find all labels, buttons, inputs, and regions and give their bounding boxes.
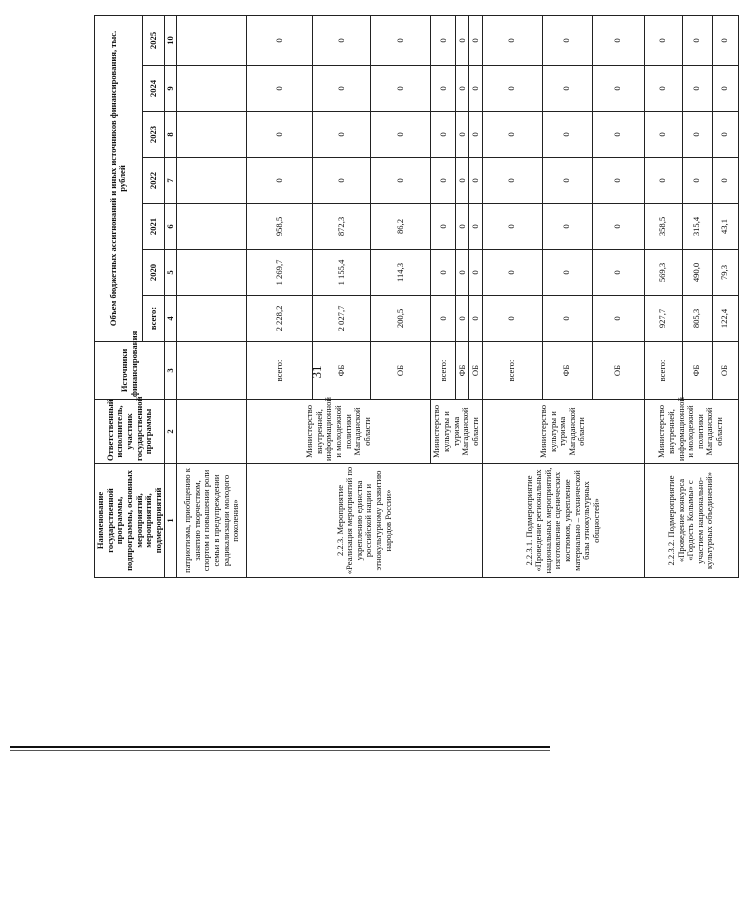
value-cell: 0 bbox=[482, 250, 542, 296]
value-cell: 358,5 bbox=[644, 204, 682, 250]
table-row bbox=[247, 15, 313, 577]
header-year: 2023 bbox=[142, 112, 164, 158]
source-cell: ФБ bbox=[456, 342, 469, 400]
value-cell: 0 bbox=[482, 112, 542, 158]
value-cell: 0 bbox=[456, 112, 469, 158]
row-name: 2.2.3.2. Подмероприятие «Проведение конкурса «Гордость Колымы» с участием национально-культурных объединений» bbox=[644, 464, 738, 578]
value-cell: 0 bbox=[371, 66, 431, 112]
value-cell: 0 bbox=[371, 15, 431, 65]
value-cell: 0 bbox=[682, 158, 712, 204]
column-number: 3 bbox=[165, 342, 177, 400]
value-cell: 0 bbox=[247, 15, 313, 65]
value-cell: 0 bbox=[247, 112, 313, 158]
financing-table bbox=[94, 15, 739, 578]
value-cell: 0 bbox=[712, 158, 738, 204]
column-number: 4 bbox=[165, 296, 177, 342]
value-cell: 0 bbox=[456, 15, 469, 65]
value-cell: 114,3 bbox=[371, 250, 431, 296]
value-cell: 43,1 bbox=[712, 204, 738, 250]
header-year: 2025 bbox=[142, 15, 164, 65]
value-cell: 0 bbox=[542, 66, 592, 112]
value-cell: 0 bbox=[592, 296, 644, 342]
value-cell: 0 bbox=[592, 158, 644, 204]
responsible-cell: Министерство культуры и туризма Магаданской области bbox=[482, 400, 644, 464]
source-cell: всего: bbox=[644, 342, 682, 400]
value-cell: 0 bbox=[592, 204, 644, 250]
value-cell: 0 bbox=[431, 112, 456, 158]
column-number: 10 bbox=[165, 15, 177, 65]
value-cell: 0 bbox=[431, 15, 456, 65]
responsible-cell: Министерство внутренней, информационной и молодежной политики Магаданской области bbox=[644, 400, 738, 464]
value-cell: 0 bbox=[592, 66, 644, 112]
value-cell: 0 bbox=[482, 158, 542, 204]
footer-rule-thin bbox=[10, 750, 550, 751]
value-cell: 0 bbox=[682, 15, 712, 65]
value-cell: 872,3 bbox=[313, 204, 371, 250]
value-cell: 0 bbox=[247, 66, 313, 112]
source-cell: ФБ bbox=[682, 342, 712, 400]
value-cell: 0 bbox=[469, 15, 482, 65]
value-cell: 0 bbox=[456, 158, 469, 204]
table-row bbox=[644, 15, 682, 577]
value-cell: 0 bbox=[482, 15, 542, 65]
footer-rule bbox=[10, 746, 550, 748]
value-cell: 79,3 bbox=[712, 250, 738, 296]
value-cell: 2 027,7 bbox=[313, 296, 371, 342]
value-cell: 1 155,4 bbox=[313, 250, 371, 296]
value-cell: 0 bbox=[431, 204, 456, 250]
value-cell: 0 bbox=[456, 204, 469, 250]
header-year: 2020 bbox=[142, 250, 164, 296]
value-cell: 569,3 bbox=[644, 250, 682, 296]
column-number: 9 bbox=[165, 66, 177, 112]
value-cell: 0 bbox=[482, 204, 542, 250]
value-cell: 0 bbox=[542, 112, 592, 158]
value-cell: 0 bbox=[712, 66, 738, 112]
source-cell: всего: bbox=[247, 342, 313, 400]
rotated-table bbox=[94, 16, 730, 578]
value-cell: 315,4 bbox=[682, 204, 712, 250]
value-cell: 0 bbox=[592, 250, 644, 296]
value-cell: 0 bbox=[313, 158, 371, 204]
row-name: патриотизма, приобщению к занятию творчеством, спортом и повышении роли семьи в предупреждении радикализации молодого поколения» bbox=[177, 464, 247, 578]
row-name: 2.2.3.1. Подмероприятие «Проведение региональных национальных мероприятий, изготовление сценических костюмов, укрепление материально – технической базы этнокультурных общностей» bbox=[482, 464, 644, 578]
column-number-row bbox=[165, 15, 177, 577]
value-cell: 0 bbox=[542, 158, 592, 204]
value-cell: 0 bbox=[644, 158, 682, 204]
value-cell: 0 bbox=[644, 15, 682, 65]
value-cell: 0 bbox=[682, 112, 712, 158]
value-cell: 0 bbox=[469, 66, 482, 112]
header-year: 2022 bbox=[142, 158, 164, 204]
value-cell: 0 bbox=[371, 112, 431, 158]
value-cell: 0 bbox=[482, 66, 542, 112]
column-number: 2 bbox=[165, 400, 177, 464]
value-cell: 0 bbox=[456, 296, 469, 342]
value-cell: 490,0 bbox=[682, 250, 712, 296]
source-cell: ОБ bbox=[712, 342, 738, 400]
value-cell: 200,5 bbox=[371, 296, 431, 342]
column-number: 1 bbox=[165, 464, 177, 578]
column-number: 8 bbox=[165, 112, 177, 158]
value-cell: 0 bbox=[482, 296, 542, 342]
value-cell: 0 bbox=[456, 250, 469, 296]
header-year: 2024 bbox=[142, 66, 164, 112]
column-number: 5 bbox=[165, 250, 177, 296]
value-cell: 86,2 bbox=[371, 204, 431, 250]
page-number-text: 31 bbox=[309, 365, 324, 379]
value-cell: 0 bbox=[592, 112, 644, 158]
value-cell: 958,5 bbox=[247, 204, 313, 250]
column-number: 6 bbox=[165, 204, 177, 250]
value-cell: 0 bbox=[431, 250, 456, 296]
header-volume: Объем бюджетных ассигнований и иных источников финансирования, тыс. рублей bbox=[95, 15, 143, 341]
header-name: Наименование государственной программы, подпрограммы, основных мероприятий, мероприятий, подмероприятий bbox=[95, 464, 165, 578]
table-row bbox=[177, 15, 247, 577]
value-cell: 0 bbox=[644, 112, 682, 158]
row-name: 2.2.3. Мероприятие «Реализация мероприятий по укреплению единства российской нации и этнокультурному развитию народов России» bbox=[247, 464, 482, 578]
column-number: 7 bbox=[165, 158, 177, 204]
source-cell: ОБ bbox=[371, 342, 431, 400]
source-cell: ОБ bbox=[469, 342, 482, 400]
value-cell: 0 bbox=[456, 66, 469, 112]
value-cell: 805,3 bbox=[682, 296, 712, 342]
value-cell: 0 bbox=[712, 15, 738, 65]
value-cell: 0 bbox=[431, 158, 456, 204]
value-cell: 0 bbox=[469, 296, 482, 342]
source-cell: всего: bbox=[431, 342, 456, 400]
value-cell: 0 bbox=[469, 158, 482, 204]
table-body bbox=[165, 15, 738, 577]
header-source: Источники финансирования bbox=[95, 342, 165, 400]
value-cell: 0 bbox=[313, 112, 371, 158]
header-total: всего: bbox=[142, 296, 164, 342]
value-cell: 0 bbox=[431, 296, 456, 342]
source-cell: ФБ bbox=[542, 342, 592, 400]
value-cell: 2 228,2 bbox=[247, 296, 313, 342]
value-cell: 1 269,7 bbox=[247, 250, 313, 296]
value-cell: 0 bbox=[542, 204, 592, 250]
value-cell: 0 bbox=[469, 250, 482, 296]
value-cell: 0 bbox=[542, 15, 592, 65]
value-cell: 122,4 bbox=[712, 296, 738, 342]
value-cell: 0 bbox=[371, 158, 431, 204]
source-cell: ОБ bbox=[592, 342, 644, 400]
value-cell: 0 bbox=[313, 15, 371, 65]
value-cell: 0 bbox=[644, 66, 682, 112]
value-cell: 0 bbox=[682, 66, 712, 112]
header-year: 2021 bbox=[142, 204, 164, 250]
value-cell: 0 bbox=[431, 66, 456, 112]
responsible-cell: Министерство внутренней, информационной и молодежной политики Магаданской области bbox=[247, 400, 431, 464]
value-cell: 0 bbox=[469, 204, 482, 250]
value-cell: 0 bbox=[712, 112, 738, 158]
table-row bbox=[482, 15, 542, 577]
header-responsible: Ответственный исполнитель, участник государственной программы bbox=[95, 400, 165, 464]
value-cell: 0 bbox=[542, 296, 592, 342]
source-cell: всего: bbox=[482, 342, 542, 400]
value-cell: 927,7 bbox=[644, 296, 682, 342]
value-cell: 0 bbox=[313, 66, 371, 112]
source-cell: ФБ bbox=[313, 342, 371, 400]
value-cell: 0 bbox=[469, 112, 482, 158]
value-cell: 0 bbox=[542, 250, 592, 296]
value-cell: 0 bbox=[247, 158, 313, 204]
responsible-cell: Министерство культуры и туризма Магаданской области bbox=[431, 400, 482, 464]
value-cell: 0 bbox=[592, 15, 644, 65]
